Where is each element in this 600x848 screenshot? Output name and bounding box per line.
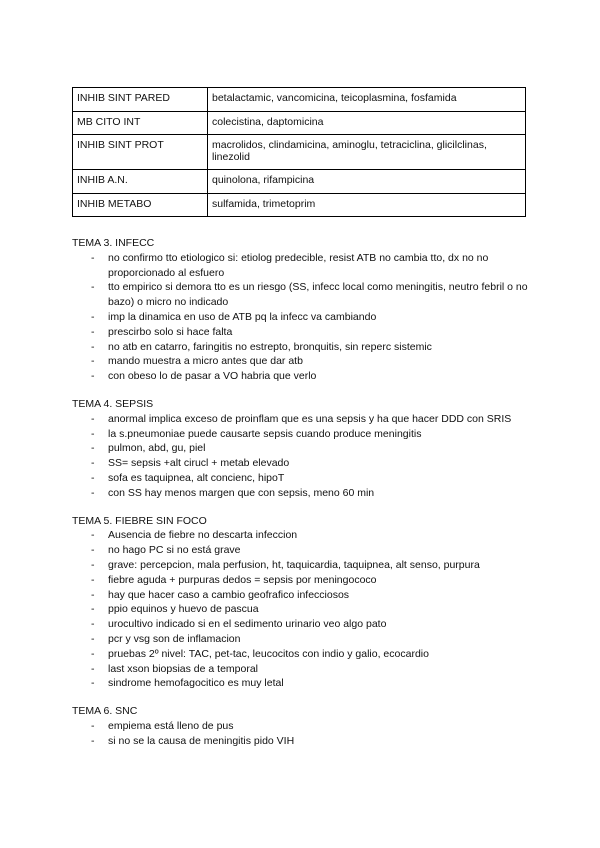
mechanism-cell: INHIB SINT PROT xyxy=(73,135,208,170)
list-item xyxy=(72,676,532,691)
list-item-text: hay que hacer caso a cambio geofrafico infecciosos xyxy=(108,588,350,601)
list-item xyxy=(72,340,532,355)
list-item xyxy=(72,617,532,632)
bullet-dash: - xyxy=(91,647,95,660)
drugs-cell: macrolidos, clindamicina, aminoglu, tetraciclina, glicilclinas, linezolid xyxy=(208,135,526,170)
bullet-dash: - xyxy=(91,662,95,675)
bullet-dash: - xyxy=(91,486,95,499)
list-item xyxy=(72,354,532,369)
bullet-dash: - xyxy=(91,558,95,571)
list-item-text: si no se la causa de meningitis pido VIH xyxy=(108,734,295,747)
list-item-text: empiema está lleno de pus xyxy=(108,719,234,732)
table-row xyxy=(73,193,526,217)
list-item xyxy=(72,632,532,647)
list-item-text: con SS hay menos margen que con sepsis, meno 60 min xyxy=(108,486,375,499)
list-item-text: no confirmo tto etiologico si: etiolog predecible, resist ATB no cambia tto, dx no no proporcionado al esfuero xyxy=(108,251,489,279)
bullet-dash: - xyxy=(91,632,95,645)
table-row xyxy=(73,135,526,170)
section xyxy=(72,397,532,501)
antibiotic-mechanism-table xyxy=(72,87,526,217)
list-item-text: anormal implica exceso de proinflam que es una sepsis y ha que hacer DDD con SRIS xyxy=(108,412,512,425)
list-item xyxy=(72,310,532,325)
list-item-text: con obeso lo de pasar a VO habria que verlo xyxy=(108,370,317,383)
drugs-cell: colecistina, daptomicina xyxy=(208,111,526,135)
list-item-text: no hago PC si no está grave xyxy=(108,544,241,557)
bullet-dash: - xyxy=(91,734,95,747)
list-item xyxy=(72,471,532,486)
bullet-dash: - xyxy=(91,573,95,586)
table-row xyxy=(73,111,526,135)
bullet-dash: - xyxy=(91,310,95,323)
list-item-text: sofa es taquipnea, alt concienc, hipoT xyxy=(108,471,285,484)
list-item xyxy=(72,441,532,456)
list-item-text: grave: percepcion, mala perfusion, ht, taquicardia, taquipnea, alt senso, purpura xyxy=(108,558,480,571)
list-item-text: fiebre aguda + purpuras dedos = sepsis por meningococo xyxy=(108,573,377,586)
section-title: TEMA 5. FIEBRE SIN FOCO xyxy=(72,514,207,527)
list-item-text: no atb en catarro, faringitis no estrepto, bronquitis, sin reperc sistemic xyxy=(108,340,432,353)
list-item xyxy=(72,251,532,281)
bullet-dash: - xyxy=(91,471,95,484)
drugs-cell: betalactamic, vancomicina, teicoplasmina, fosfamida xyxy=(208,88,526,112)
list-item-text: Ausencia de fiebre no descarta infeccion xyxy=(108,529,298,542)
list-item-text: ppio equinos y huevo de pascua xyxy=(108,603,259,616)
section-title: TEMA 6. SNC xyxy=(72,705,138,718)
list-item xyxy=(72,602,532,617)
bullet-dash: - xyxy=(91,588,95,601)
bullet-dash: - xyxy=(91,529,95,542)
list-item xyxy=(72,734,532,749)
bullet-dash: - xyxy=(91,340,95,353)
section-title: TEMA 3. INFECC xyxy=(72,237,155,249)
list-item-text: mando muestra a micro antes que dar atb xyxy=(108,355,303,368)
bullet-dash: - xyxy=(91,544,95,557)
list-item xyxy=(72,369,532,384)
bullet-dash: - xyxy=(91,325,95,338)
list-item xyxy=(72,280,532,310)
section xyxy=(72,514,532,692)
bullet-dash: - xyxy=(91,355,95,368)
list-item xyxy=(72,647,532,662)
list-item xyxy=(72,543,532,558)
drugs-cell: quinolona, rifampicina xyxy=(208,170,526,194)
mechanism-cell: INHIB A.N. xyxy=(73,170,208,194)
list-item xyxy=(72,412,532,427)
list-item xyxy=(72,662,532,677)
list-item xyxy=(72,486,532,501)
list-item-text: tto empirico si demora tto es un riesgo (SS, infecc local como meningitis, neutro febril o no bazo) o micro no indicado xyxy=(108,281,528,309)
list-item-text: sindrome hemofagocitico es muy letal xyxy=(108,677,284,690)
list-item xyxy=(72,325,532,340)
bullet-dash: - xyxy=(91,251,95,264)
bullet-dash: - xyxy=(91,412,95,425)
list-item xyxy=(72,427,532,442)
list-item-text: pruebas 2º nivel: TAC, pet-tac, leucocitos con indio y galio, ecocardio xyxy=(108,647,429,660)
notes-sections xyxy=(72,236,532,762)
table-body xyxy=(73,88,526,217)
list-item-text: urocultivo indicado si en el sedimento urinario veo algo pato xyxy=(108,618,387,631)
bullet-dash: - xyxy=(91,281,95,294)
bullet-dash: - xyxy=(91,427,95,440)
list-item-text: imp la dinamica en uso de ATB pq la infecc va cambiando xyxy=(108,310,377,323)
list-item xyxy=(72,558,532,573)
section xyxy=(72,236,532,384)
bullet-dash: - xyxy=(91,442,95,455)
list-item xyxy=(72,456,532,471)
bullet-list xyxy=(72,528,532,691)
mechanism-cell: INHIB METABO xyxy=(73,193,208,217)
list-item-text: la s.pneumoniae puede causarte sepsis cuando produce meningitis xyxy=(108,427,422,440)
bullet-dash: - xyxy=(91,677,95,690)
bullet-dash: - xyxy=(91,603,95,616)
mechanism-cell: INHIB SINT PARED xyxy=(73,88,208,112)
section xyxy=(72,704,532,748)
list-item-text: last xson biopsias de a temporal xyxy=(108,662,258,675)
bullet-dash: - xyxy=(91,618,95,631)
list-item-text: SS= sepsis +alt cirucl + metab elevado xyxy=(108,457,290,470)
drugs-cell: sulfamida, trimetoprim xyxy=(208,193,526,217)
bullet-dash: - xyxy=(91,370,95,383)
section-title: TEMA 4. SEPSIS xyxy=(72,397,154,410)
bullet-list xyxy=(72,251,532,384)
bullet-list xyxy=(72,412,532,501)
bullet-list xyxy=(72,719,532,749)
table-row xyxy=(73,88,526,112)
list-item-text: pcr y vsg son de inflamacion xyxy=(108,632,241,645)
list-item-text: pulmon, abd, gu, piel xyxy=(108,442,206,455)
list-item xyxy=(72,719,532,734)
bullet-dash: - xyxy=(91,457,95,470)
list-item xyxy=(72,588,532,603)
table-row xyxy=(73,170,526,194)
list-item-text: prescirbo solo si hace falta xyxy=(108,325,233,338)
list-item xyxy=(72,528,532,543)
bullet-dash: - xyxy=(91,719,95,732)
list-item xyxy=(72,573,532,588)
mechanism-cell: MB CITO INT xyxy=(73,111,208,135)
